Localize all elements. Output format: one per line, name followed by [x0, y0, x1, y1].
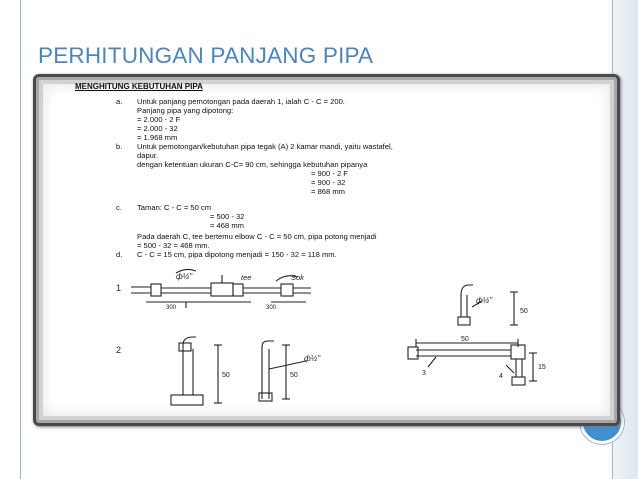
item-a-line-3: = 2.000 - 2 F	[137, 115, 181, 124]
figure-2-left-pipe	[171, 337, 222, 405]
pipe-size-label-fig2: ф½"	[304, 354, 321, 363]
figure-1-vertical-pipe	[458, 285, 518, 325]
slide-title: PERHITUNGAN PANJANG PIPA	[38, 43, 374, 68]
dim-50-fig2a: 50	[222, 372, 230, 379]
item-c-line-1: Taman: C - C = 50 cm	[137, 203, 212, 212]
pipe-size-label-vertical: ф½"	[476, 296, 493, 305]
scanned-document	[33, 74, 620, 426]
item-b-line-2: dapur.	[137, 151, 159, 160]
item-d-line-1: C - C = 15 cm, pipa dipotong menjadi = 150 - 32 = 118 mm.	[137, 250, 337, 259]
item-c-line-4: Pada daerah C, tee bertemu elbow C - C = 50 cm, pipa potong menjadi	[137, 232, 377, 241]
dim-50-right: 50	[520, 308, 528, 315]
item-a-line-1: Untuk panjang pemotongan pada daerah 1, ialah C - C = 200.	[137, 97, 345, 106]
dim-15: 15	[538, 364, 546, 371]
item-b-line-6: = 868 mm	[311, 187, 345, 196]
figure-2-middle-pipe	[259, 341, 306, 401]
mark-4: 4	[499, 373, 503, 380]
item-d-marker: d.	[116, 250, 123, 259]
document-heading: MENGHITUNG KEBUTUHAN PIPA	[75, 82, 203, 91]
item-c-line-5: = 500 - 32 = 468 mm.	[137, 241, 210, 250]
item-b-marker: b.	[116, 142, 123, 151]
item-b-line-1: Untuk pemotongan/kebutuhan pipa tegak (A) 2 kamar mandi, yaitu wastafel,	[137, 142, 393, 151]
sok-label: Sok	[291, 273, 304, 282]
pipe-sketches	[36, 77, 617, 423]
item-b-line-5: = 900 - 32	[311, 178, 346, 187]
item-c-marker: c.	[116, 203, 122, 212]
figure-2-right-pipe	[408, 339, 537, 385]
dim-50-horizontal: 50	[461, 336, 469, 343]
dim-50-fig2b: 50	[290, 372, 298, 379]
fig2-number: 2	[116, 345, 122, 355]
figure-1-horizontal-pipe	[131, 269, 311, 308]
mark-3: 3	[422, 370, 426, 377]
pipe-size-label-1: ф½"	[176, 272, 193, 281]
item-c-line-2: = 500 - 32	[210, 212, 245, 221]
dim-300-b: 300	[266, 305, 277, 311]
item-b-line-4: = 900 - 2 F	[311, 169, 348, 178]
slide-frame-line-left	[20, 0, 21, 479]
fig1-number: 1	[116, 283, 122, 293]
item-c-line-3: = 468 mm	[210, 221, 244, 230]
item-a-marker: a.	[116, 97, 123, 106]
item-a-line-5: = 1.968 mm	[137, 133, 178, 142]
dim-300-a: 300	[166, 305, 177, 311]
item-a-line-4: = 2.000 - 32	[137, 124, 178, 133]
item-a-line-2: Panjang pipa yang dipotong:	[137, 106, 234, 115]
item-b-line-3: dengan ketentuan ukuran C-C= 90 cm, sehingga kebutuhan pipanya	[137, 160, 368, 169]
tee-label: tee	[241, 273, 252, 282]
